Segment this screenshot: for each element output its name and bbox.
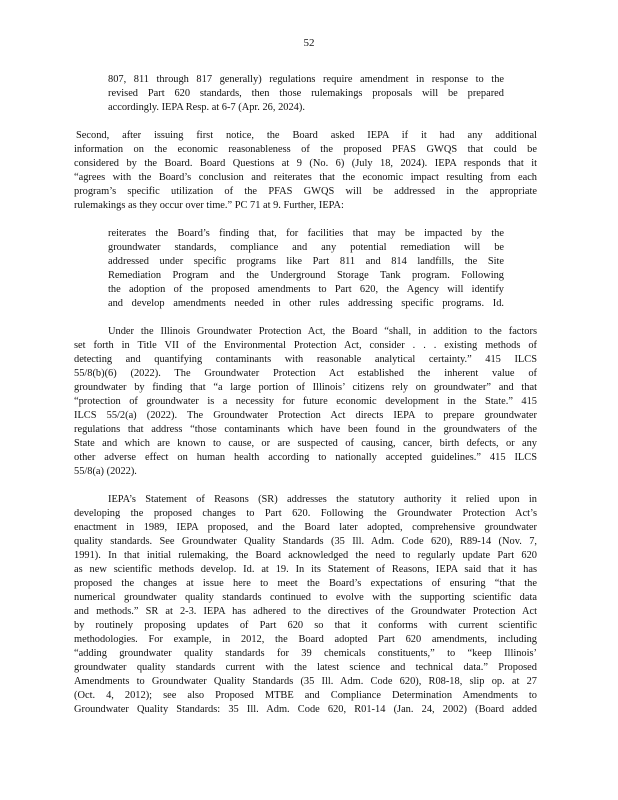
para-second-line: considered by the Board. Board Questions at 9 (No. 6) (July 18, 2024). IEPA responds that it — [74, 158, 537, 169]
para-sr-line: (Oct. 4, 2012); see also Proposed MTBE and Compliance Determination Amendments to — [74, 690, 537, 701]
para-sr-line: numerical groundwater quality standards continued to evolve with the supporting scientific data — [74, 592, 537, 603]
para-sr-line: as new scientific methods develop. Id. at 19. In its Statement of Reasons, IEPA said that it has — [74, 564, 537, 575]
para-act-line: other adverse effect on human health according to nationally accepted guidelines.” 415 ILCS — [74, 452, 537, 463]
para-sr-line: enactment in 1989, IEPA proposed, and the Board later adopted, comprehensive groundwater — [74, 522, 537, 533]
block-quote-1-line: accordingly. IEPA Resp. at 6-7 (Apr. 26, 2024). — [108, 102, 305, 113]
para-sr-line: by routinely proposing updates of Part 620 so that it conforms with current scientific — [74, 620, 537, 631]
para-act-line: groundwater by finding that “a large portion of Illinois’ citizens rely on groundwater” and that — [74, 382, 537, 393]
para-sr-line: developing the proposed changes to Part 620. Following the Groundwater Protection Act’s — [74, 508, 537, 519]
para-second-line: program’s specific utilization of the PFAS GWQS will be addressed in the appropriate — [74, 186, 537, 197]
block-quote-2-line: reiterates the Board’s finding that, for facilities that may be impacted by the — [108, 228, 504, 239]
block-quote-2-line: groundwater standards, compliance and any potential remediation will be — [108, 242, 504, 253]
para-act-line: 55/8(a) (2022). — [74, 466, 137, 477]
para-act-line: 55/8(b)(6) (2022). The Groundwater Protection Act established the inherent value of — [74, 368, 537, 379]
para-sr-line: IEPA’s Statement of Reasons (SR) addresses the statutory authority it relied upon in — [108, 494, 537, 505]
block-quote-2-line: the adoption of the proposed amendments to Part 620, the Agency will identify — [108, 284, 504, 295]
para-act-line: State and which are known to cause, or are suspected of causing, cancer, birth defects, or any — [74, 438, 537, 449]
para-act-line: ILCS 55/2(a) (2022). The Groundwater Protection Act directs IEPA to prepare groundwater — [74, 410, 537, 421]
para-second-line: Second, after issuing first notice, the Board asked IEPA if it had any additional — [76, 130, 537, 141]
block-quote-2-line: addressed under specific programs like Part 811 and 814 landfills, the Site — [108, 256, 504, 267]
para-sr-line: Groundwater Quality Standards: 35 Ill. Adm. Code 620, R01-14 (Jan. 24, 2002) (Board added — [74, 704, 537, 715]
para-second-line: rulemakings as they occur over time.” PC 71 at 9. Further, IEPA: — [74, 200, 344, 211]
para-sr-line: groundwater quality standards current with the latest science and technical data.” Proposed — [74, 662, 537, 673]
block-quote-2-line: Remediation Program and the Underground Storage Tank program. Following — [108, 270, 504, 281]
para-sr-line: proposed the changes at issue here to meet the Board’s expectations of ensuring “that the — [74, 578, 537, 589]
para-second-line: information on the economic reasonableness of the proposed PFAS GWQS that could be — [74, 144, 537, 155]
para-sr-line: “adding groundwater quality standards for 39 chemicals constituents,” to “keep Illinois’ — [74, 648, 537, 659]
page-number: 52 — [303, 37, 315, 49]
para-sr-line: Amendments to Groundwater Quality Standards (35 Ill. Adm. Code 620), R08-18, slip op. at 27 — [74, 676, 537, 687]
para-act-line: regulations that address “those contaminants which have been found in the groundwaters of the — [74, 424, 537, 435]
para-sr-line: and methods.” SR at 2-3. IEPA has adhered to the directives of the Groundwater Protection Act — [74, 606, 537, 617]
para-second-line: “agrees with the Board’s conclusion and reiterates that the economic impact resulting from each — [74, 172, 537, 183]
para-act-line: detecting and quantifying contaminants with reasonable analytical certainty.” 415 ILCS — [74, 354, 537, 365]
para-act-line: set forth in Title VII of the Environmental Protection Act, consider . . . existing methods of — [74, 340, 537, 351]
para-sr-line: quality standards. See Groundwater Quality Standards (35 Ill. Adm. Code 620), R89-14 (Nov. 7, — [74, 536, 537, 547]
block-quote-1-line: revised Part 620 standards, then those rulemakings proposals will be prepared — [108, 88, 504, 99]
para-sr-line: 1991). In that initial rulemaking, the Board acknowledged the need to regularly update Part 620 — [74, 550, 537, 561]
para-act-line: Under the Illinois Groundwater Protection Act, the Board “shall, in addition to the factors — [108, 326, 537, 337]
para-sr-line: methodologies. For example, in 2012, the Board adopted Part 620 amendments, including — [74, 634, 537, 645]
para-act-line: “protection of groundwater is a necessity for future economic development in the State.” 415 — [74, 396, 537, 407]
block-quote-2-line: and develop amendments needed in other rules addressing specific programs. Id. — [108, 298, 504, 309]
block-quote-1-line: 807, 811 through 817 generally) regulations require amendment in response to the — [108, 74, 504, 85]
